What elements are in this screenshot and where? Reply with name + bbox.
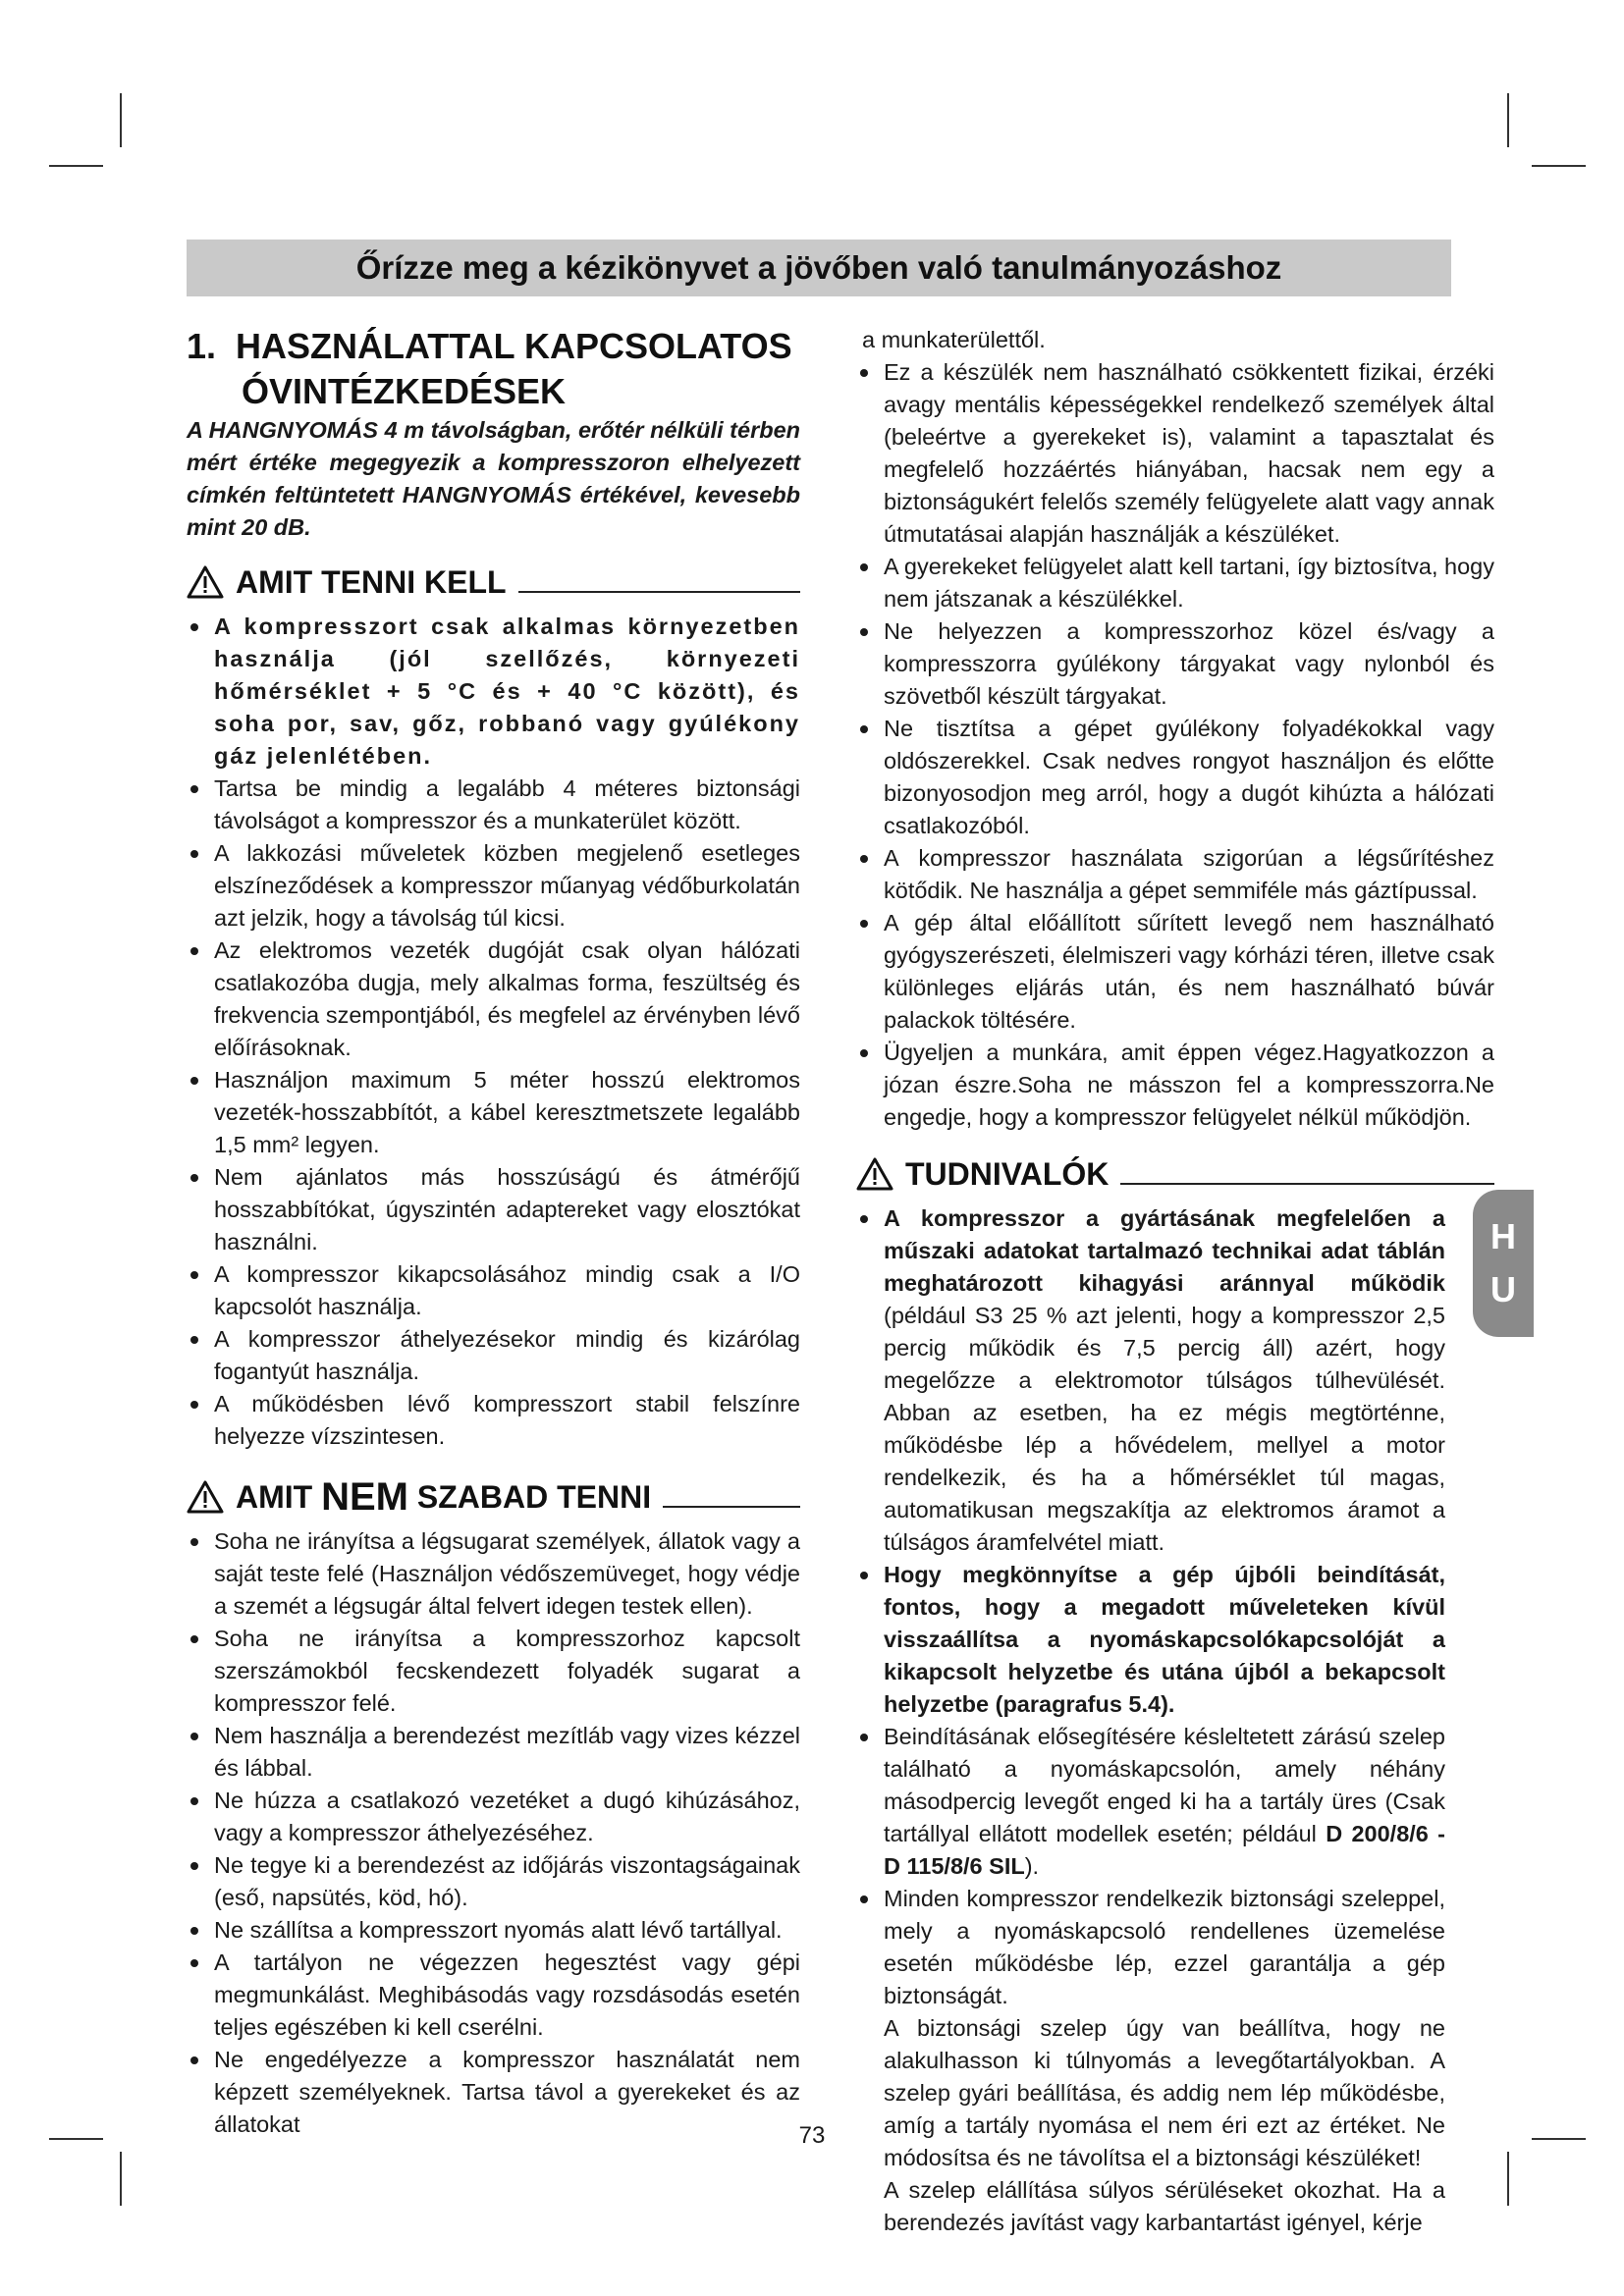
heading-rule [663,1506,800,1508]
notes-title: TUDNIVALÓK [905,1156,1110,1192]
notes-list [856,1202,1445,2239]
list-item: Nem ajánlatos más hosszúságú és átmérőjű hosszabbítókat, úgyszintén adaptereket vagy elosztókat használni. [187,1161,800,1258]
list-item: Hogy megkönnyítse a gép újbóli beindítását, fontos, hogy a megadott műveleteken kívül visszaállítsa a nyomáskapcsolókapcsolóját a kikapcsolt helyzetbe és utána újból a bekapcsolt helyzetbe (paragrafus 5.4). [856,1559,1445,1721]
list-item: A működésben lévő kompresszort stabil felszínre helyezze vízszintesen. [187,1388,800,1453]
page-banner: Őrízze meg a kézikönyvet a jövőben való tanulmányozáshoz [187,240,1451,296]
list-item: A kompresszor a gyártásának megfelelően a műszaki adatokat tartalmazó technikai adat táblán meghatározott kihagyási aránnyal működik (például S3 25 % azt jelenti, hogy a kompresszor 2,5 percig működik és 7,5 percig áll) azért, hogy megelőzze a elektromotor túlságos túlhevülését. Abban az esetben, ha ez mégis megtörténne, működésbe lép a hővédelem, mellyel a motor rendelkezik, és ha a hőmérséklet túl magas, automatikusan megszakítja az elektromos áramot a túlságos áramfelvétel miatt. [856,1202,1445,1559]
list-item: A gép által előállított sűrített levegő nem használható gyógyszerészeti, élelmiszeri vagy kórházi téren, illetve csak különleges eljárás után, és nem használható búvár palackok töltésére. [856,907,1494,1037]
list-item: A kompresszor áthelyezésekor mindig és kizárólag fogantyút használja. [187,1323,800,1388]
list-item: Minden kompresszor rendelkezik biztonsági szeleppel, mely a nyomáskapcsoló rendellenes üzemelése esetén működésbe lép, ezzel garantálja a gép biztonságát. [856,1883,1445,2012]
warning-icon [187,565,224,599]
list-item: Soha ne irányítsa a légsugarat személyek, állatok vagy a saját teste felé (Használjon védőszemüveget, hogy védje a szemét a légsugár által felvert idegen testek ellen). [187,1525,800,1623]
language-tab-letter: U [1490,1269,1516,1309]
crop-mark [1532,165,1586,167]
list-item: A kompresszor kikapcsolásához mindig csak a I/O kapcsolót használja. [187,1258,800,1323]
list-item: A kompresszor használata szigorúan a légsűrítéshez kötődik. Ne használja a gépet semmiféle más gáztípussal. [856,842,1494,907]
list-item: A gyerekeket felügyelet alatt kell tartani, így biztosítva, hogy nem játszanak a készülékkel. [856,551,1494,615]
crop-mark [120,2152,122,2206]
list-item: Ne helyezzen a kompresszorhoz közel és/vagy a kompresszorra gyúlékony tárgyakat vagy nylonból és szövetből készült tárgyakat. [856,615,1494,713]
continuation-text: a munkaterülettől. [862,327,1046,352]
must-do-heading [187,563,800,601]
left-column [187,324,800,2141]
crop-mark [49,165,103,167]
heading-rule [1120,1183,1494,1185]
right-column [856,324,1494,2239]
must-not-heading [187,1475,800,1519]
section-title-line1: HASZNÁLATTAL KAPCSOLATOS [236,326,792,366]
must-not-title-post: SZABAD TENNI [416,1479,652,1515]
must-do-title: AMIT TENNI KELL [236,564,507,600]
list-item: A lakkozási műveletek közben megjelenő esetleges elszíneződések a kompresszor műanyag védőburkolatán azt jelzik, hogy a távolság túl kicsi. [187,837,800,934]
section-number: 1. [187,326,217,366]
section-title-line2: ÓVINTÉZKEDÉSEK [242,371,567,411]
page-number: 73 [798,2122,826,2149]
must-not-title-pre: AMIT [236,1479,313,1515]
noise-note: A HANGNYOMÁS 4 m távolságban, erőtér nélküli térben mért értéke megegyezik a kompresszoron elhelyezett címkén feltüntetett HANGNYOMÁS értékével, kevesebb mint 20 dB. [187,417,800,540]
language-tab [1473,1190,1534,1337]
list-item: Beindításának elősegítésére késleltetett zárású szelep található a nyomáskapcsolón, amely néhány másodpercig levegőt enged ki ha a tartály üres (Csak tartállyal ellátott modellek esetén; például D 200/8/6 - D 115/8/6 SIL). [856,1721,1445,1883]
heading-rule [518,591,800,593]
list-item: Használjon maximum 5 méter hosszú elektromos vezeték-hosszabbítót, a kábel keresztmetszete legalább 1,5 mm² legyen. [187,1064,800,1161]
must-not-title-big: NEM [321,1475,408,1519]
crop-mark [120,93,122,147]
list-item: Az elektromos vezeték dugóját csak olyan hálózati csatlakozóba dugja, mely alkalmas forma, feszültség és frekvencia szempontjából, és megfelel az érvényben lévő előírásoknak. [187,934,800,1064]
list-item: Ügyeljen a munkára, amit éppen végez.Hagyatkozzon a józan észre.Soha ne másszon fel a kompresszorra.Ne engedje, hogy a kompresszor felügyelet nélkül működjön. [856,1037,1494,1134]
list-item: Ne tisztítsa a gépet gyúlékony folyadékokkal vagy oldószerekkel. Csak nedves rongyot használjon és előtte bizonyosodjon meg arról, hogy a dugót kihúzta a hálózati csatlakozóból. [856,713,1494,842]
list-item: Soha ne irányítsa a kompresszorhoz kapcsolt szerszámokból fecskendezett folyadék sugarat a kompresszor felé. [187,1623,800,1720]
list-item: A szelep elállítása súlyos sérüléseket okozhat. Ha a berendezés javítást vagy karbantartást igényel, kérje [884,2177,1445,2235]
must-not-list [187,1525,800,2141]
crop-mark [1507,93,1509,147]
right-list [856,356,1494,1134]
section-title [187,324,800,414]
must-do-list [187,611,800,1453]
list-item: A tartályon ne végezzen hegesztést vagy gépi megmunkálást. Meghibásodás vagy rozsdásodás esetén teljes egészében ki kell cserélni. [187,1947,800,2044]
list-item: A biztonsági szelep úgy van beállítva, hogy ne alakulhasson ki túlnyomás a levegőtartályokban. A szelep gyári beállítása, és addig nem lép működésbe, amíg a tartály nyomása el nem éri ezt az értéket. Ne módosítsa és ne távolítsa el a biztonsági készüléket! [884,2015,1445,2170]
list-item: Ne engedélyezze a kompresszor használatát nem képzett személyeknek. Tartsa távol a gyerekeket és az állatokat [187,2044,800,2141]
list-item: Tartsa be mindig a legalább 4 méteres biztonsági távolságot a kompresszor és a munkaterület között. [187,773,800,837]
language-tab-letter: H [1490,1216,1516,1256]
list-item: A kompresszort csak alkalmas környezetben használja (jól szellőzés, környezeti hőmérséklet + 5 °C és + 40 °C között), és soha por, sav, gőz, robbanó vagy gyúlékony gáz jelenlétében. [187,611,800,773]
list-item: Ne tegye ki a berendezést az időjárás viszontagságainak (eső, napsütés, köd, hó). [187,1849,800,1914]
crop-mark [1507,2152,1509,2206]
list-item: Nem használja a berendezést mezítláb vagy vizes kézzel és lábbal. [187,1720,800,1785]
warning-icon [856,1157,893,1191]
list-item: Ne szállítsa a kompresszort nyomás alatt lévő tartállyal. [187,1914,800,1947]
list-item: Ez a készülék nem használható csökkentett fizikai, érzéki avagy mentális képességekkel rendelkező személyek által (beleértve a gyerekeket is), valamint a tapasztalat és megfelelő hozzáértés hiányában, hacsak nem egy a biztonságukért felelős személy felügyelete alatt vagy annak útmutatásai alapján használják a készüléket. [856,356,1494,551]
warning-icon [187,1480,224,1514]
notes-heading [856,1155,1494,1193]
list-item: Ne húzza a csatlakozó vezetéket a dugó kihúzásához, vagy a kompresszor áthelyezéséhez. [187,1785,800,1849]
